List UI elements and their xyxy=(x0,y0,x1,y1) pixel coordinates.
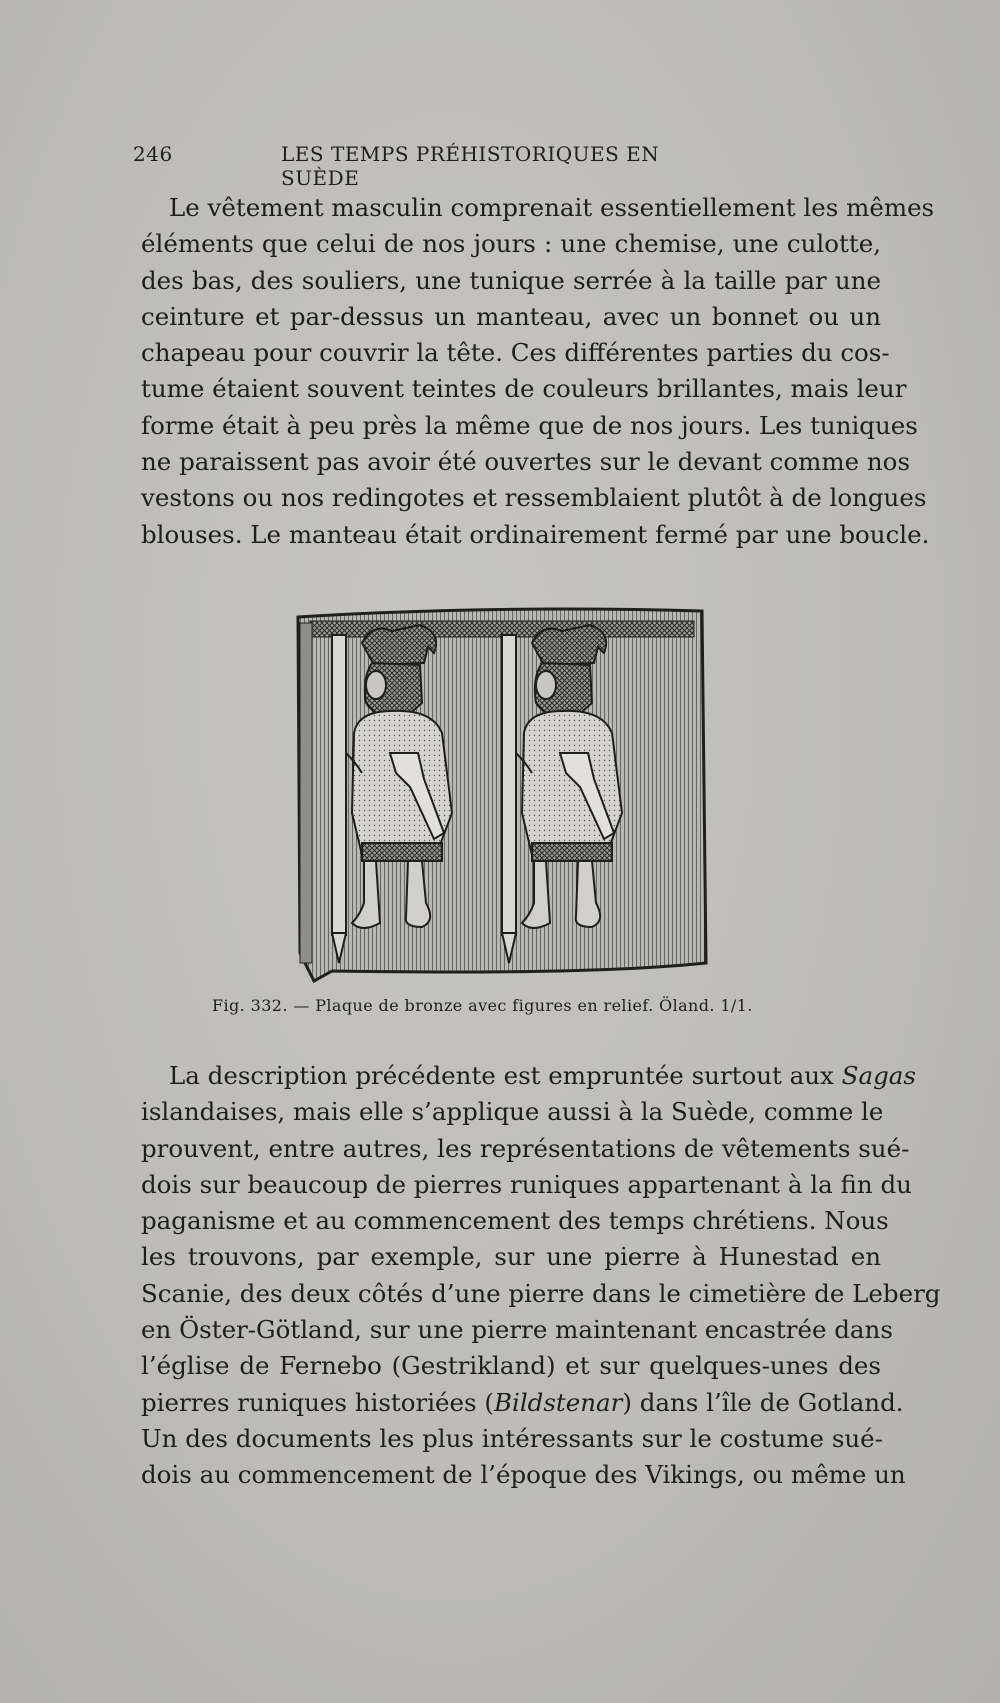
text-line: éléments que celui de nos jours : une chemise, une culotte, xyxy=(141,229,881,259)
text-line: tume étaient souvent teintes de couleurs brillantes, mais leur xyxy=(141,374,907,404)
text-line: prouvent, entre autres, les représentations de vêtements sué- xyxy=(141,1133,910,1163)
text-line: l’église de Fernebo (Gestrikland) et sur quelques-unes des xyxy=(141,1351,881,1381)
italic-term-bildstenar: Bildstenar xyxy=(493,1387,623,1417)
text-segment: La description précédente est empruntée surtout aux xyxy=(169,1061,842,1090)
text-line: dois sur beaucoup de pierres runiques appartenant à la fin du xyxy=(141,1169,912,1199)
text-line: vestons ou nos redingotes et ressemblaient plutôt à de longues xyxy=(141,483,927,513)
text-line: paganisme et au commencement des temps chrétiens. Nous xyxy=(141,1206,889,1236)
text-line: blouses. Le manteau était ordinairement fermé par une boucle. xyxy=(141,519,930,549)
text-line xyxy=(141,1385,904,1421)
paragraph-clothing xyxy=(141,190,935,553)
text-line: chapeau pour couvrir la tête. Ces différentes parties du cos- xyxy=(141,338,890,368)
text-line: dois au commencement de l’époque des Vikings, ou même un xyxy=(141,1460,906,1490)
text-line: ne paraissent pas avoir été ouvertes sur le devant comme nos xyxy=(141,447,911,477)
running-title: LES TEMPS PRÉHISTORIQUES EN SUÈDE xyxy=(281,142,660,190)
page-header xyxy=(133,142,733,190)
bronze-plaque-illustration xyxy=(292,603,712,983)
text-line: des bas, des souliers, une tunique serrée à la taille par une xyxy=(141,265,881,295)
text-line: Un des documents les plus intéressants sur le costume sué- xyxy=(141,1423,883,1453)
text-line: forme était à peu près la même que de nos jours. Les tuniques xyxy=(141,410,918,440)
text-segment: pierres runiques historiées ( xyxy=(141,1387,494,1417)
text-line: islandaises, mais elle s’applique aussi à la Suède, comme le xyxy=(141,1097,884,1127)
text-segment: ) dans l’île de Gotland. xyxy=(622,1387,904,1417)
text-line: en Öster-Götland, sur une pierre maintenant encastrée dans xyxy=(141,1315,893,1345)
text-line: Scanie, des deux côtés d’une pierre dans le cimetière de Leberg xyxy=(141,1278,941,1308)
text-line: Le vêtement masculin comprenait essentiellement les mêmes xyxy=(169,193,935,222)
italic-term-sagas: Sagas xyxy=(841,1061,916,1090)
figure-caption: Fig. 332. — Plaque de bronze avec figures en relief. Öland. 1/1. xyxy=(212,996,753,1015)
text-line: les trouvons, par exemple, sur une pierre à Hunestad en xyxy=(141,1242,881,1272)
page-number: 246 xyxy=(133,142,173,166)
plaque-engraving xyxy=(292,603,712,983)
paragraph-sagas xyxy=(141,1058,941,1494)
text-line: ceinture et par-dessus un manteau, avec un bonnet ou un xyxy=(141,301,881,331)
text-line xyxy=(141,1058,916,1094)
